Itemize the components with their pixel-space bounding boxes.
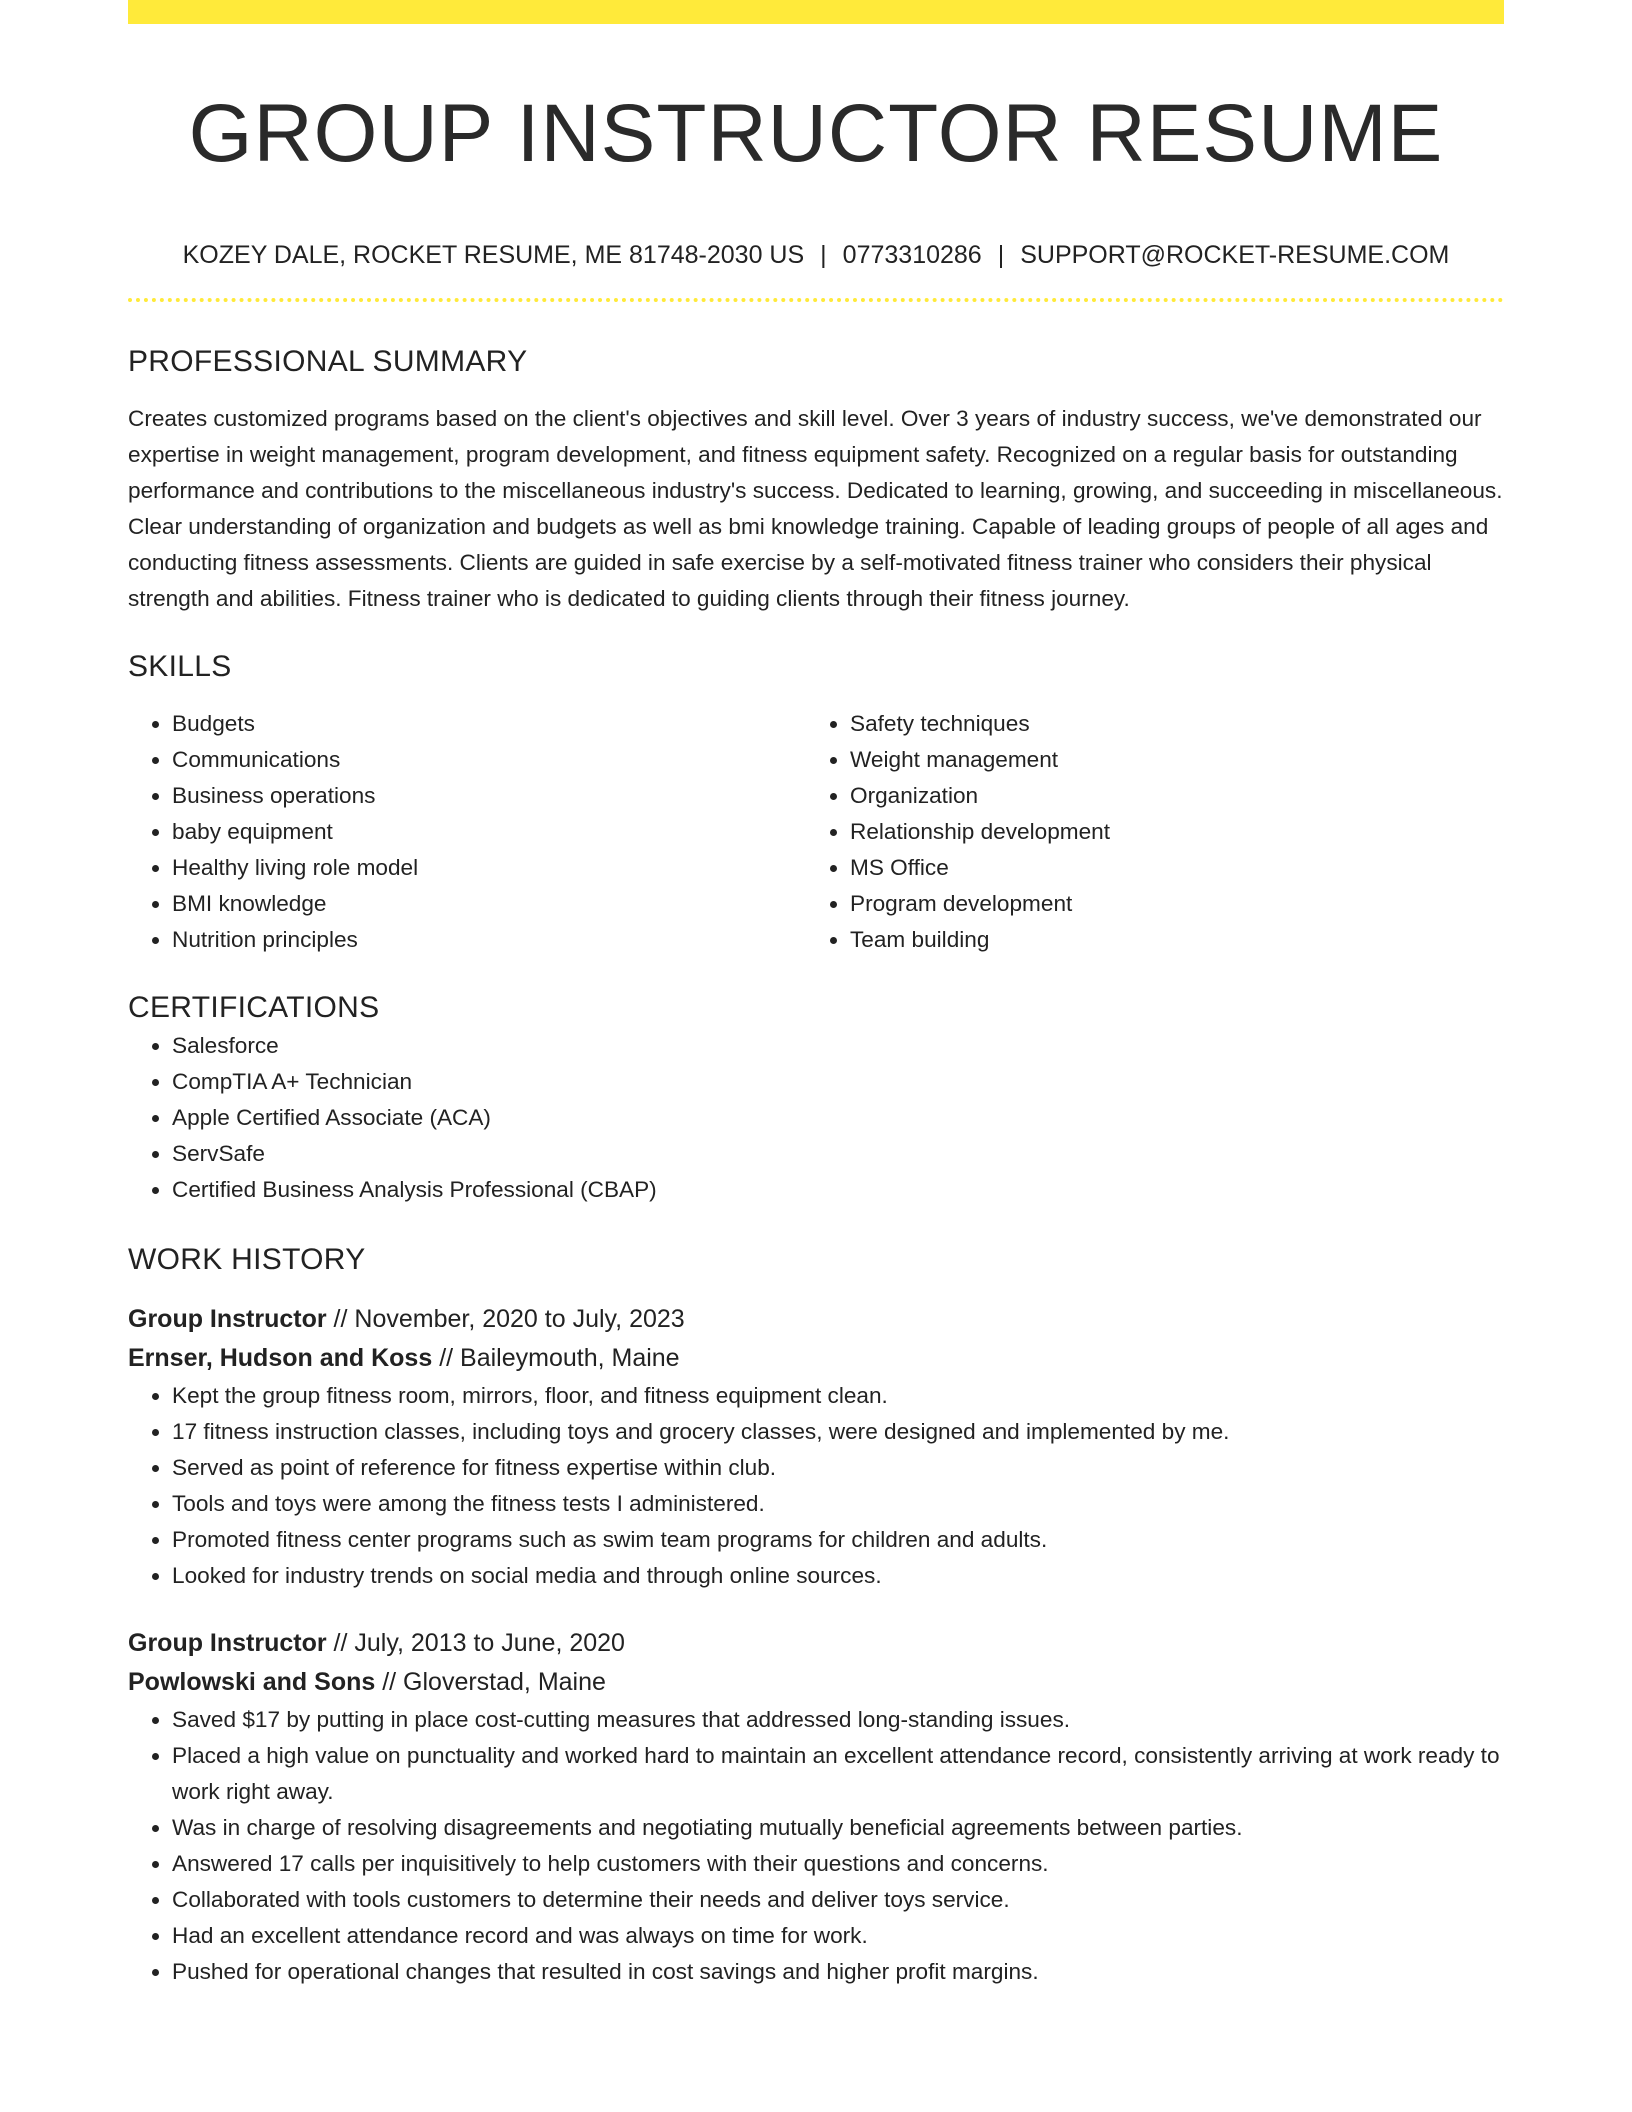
job-company-line	[128, 1663, 1504, 1702]
job-title: Group Instructor	[128, 1629, 327, 1657]
skills-column-left	[128, 706, 806, 958]
job-company: Powlowski and Sons	[128, 1668, 376, 1696]
job-bullet: • Was in charge of resolving disagreements and negotiating mutually beneficial agreements between parties.	[172, 1810, 1504, 1846]
skills-column-right	[806, 706, 1484, 958]
job-bullet: • Promoted fitness center programs such as swim team programs for children and adults.	[172, 1522, 1504, 1558]
skill-item: • Business operations	[172, 778, 806, 814]
accent-top-bar	[128, 0, 1504, 24]
job-bullet: • Kept the group fitness room, mirrors, floor, and fitness equipment clean.	[172, 1378, 1504, 1414]
job-title-line	[128, 1624, 1504, 1663]
skill-item: • baby equipment	[172, 814, 806, 850]
job-title: Group Instructor	[128, 1305, 327, 1333]
skill-item: • Team building	[850, 922, 1484, 958]
job-title-line	[128, 1300, 1504, 1339]
job-dates: // July, 2013 to June, 2020	[326, 1629, 625, 1657]
contact-separator: |	[820, 241, 827, 269]
job-bullet-list	[128, 1378, 1504, 1594]
skill-item: • BMI knowledge	[172, 886, 806, 922]
job-entry	[128, 1300, 1504, 1594]
job-bullet: • 17 fitness instruction classes, including toys and grocery classes, were designed and implemented by me.	[172, 1414, 1504, 1450]
job-bullet: • Placed a high value on punctuality and worked hard to maintain an excellent attendance record, consistently arriving at work ready to work right away.	[172, 1738, 1504, 1810]
skills-columns	[128, 706, 1504, 958]
skill-item: • Weight management	[850, 742, 1484, 778]
contact-address: KOZEY DALE, ROCKET RESUME, ME 81748-2030 US	[182, 241, 805, 269]
job-bullet: • Collaborated with tools customers to determine their needs and deliver toys service.	[172, 1882, 1504, 1918]
job-entry	[128, 1624, 1504, 1990]
job-bullet: • Tools and toys were among the fitness tests I administered.	[172, 1486, 1504, 1522]
job-company-line	[128, 1339, 1504, 1378]
skill-item: • MS Office	[850, 850, 1484, 886]
summary-text: Creates customized programs based on the client's objectives and skill level. Over 3 years of industry success, we've demonstrated our expertise in weight management, program development, and fitness equipment safety. Recognized on a regular basis for outstanding performance and contributions to the miscellaneous industry's success. Dedicated to learning, growing, and succeeding in miscellaneous. Clear understanding of organization and budgets as well as bmi knowledge training. Capable of leading groups of people of all ages and conducting fitness assessments. Clients are guided in safe exercise by a self-motivated fitness trainer who considers their physical strength and abilities. Fitness trainer who is dedicated to guiding clients through their fitness journey.	[128, 406, 1503, 611]
job-location: // Gloverstad, Maine	[375, 1668, 606, 1696]
certification-item: • Salesforce	[172, 1028, 1504, 1064]
job-bullet: • Served as point of reference for fitness expertise within club.	[172, 1450, 1504, 1486]
skill-item: • Program development	[850, 886, 1484, 922]
certifications-list	[128, 1028, 1504, 1208]
contact-separator: |	[997, 241, 1005, 269]
certification-item: • Certified Business Analysis Professional (CBAP)	[172, 1172, 1504, 1208]
skill-item: • Safety techniques	[850, 706, 1484, 742]
certifications-heading: CERTIFICATIONS	[128, 991, 380, 1024]
skills-heading: SKILLS	[128, 650, 232, 683]
contact-line	[128, 238, 1504, 272]
job-dates: // November, 2020 to July, 2023	[326, 1305, 685, 1333]
job-bullet: • Answered 17 calls per inquisitively to help customers with their questions and concerns.	[172, 1846, 1504, 1882]
job-company: Ernser, Hudson and Koss	[128, 1344, 433, 1372]
job-bullet: • Had an excellent attendance record and was always on time for work.	[172, 1918, 1504, 1954]
skills-list-right	[806, 706, 1484, 958]
skill-item: • Budgets	[172, 706, 806, 742]
job-bullet-list	[128, 1702, 1504, 1990]
skill-item: • Nutrition principles	[172, 922, 806, 958]
job-location: // Baileymouth, Maine	[432, 1344, 680, 1372]
summary-heading: PROFESSIONAL SUMMARY	[128, 345, 528, 378]
job-bullet: • Looked for industry trends on social media and through online sources.	[172, 1558, 1504, 1594]
skill-item: • Organization	[850, 778, 1484, 814]
resume-title: GROUP INSTRUCTOR RESUME	[188, 88, 1444, 179]
job-bullet: • Saved $17 by putting in place cost-cutting measures that addressed long-standing issues.	[172, 1702, 1504, 1738]
certification-item: • CompTIA A+ Technician	[172, 1064, 1504, 1100]
skill-item: • Healthy living role model	[172, 850, 806, 886]
skill-item: • Communications	[172, 742, 806, 778]
skills-list-left	[128, 706, 806, 958]
dotted-divider	[128, 298, 1504, 302]
job-bullet: • Pushed for operational changes that resulted in cost savings and higher profit margins.	[172, 1954, 1504, 1990]
certification-item: • ServSafe	[172, 1136, 1504, 1172]
contact-phone: 0773310286	[842, 241, 982, 269]
certification-item: • Apple Certified Associate (ACA)	[172, 1100, 1504, 1136]
resume-page	[128, 0, 1504, 1990]
skill-item: • Relationship development	[850, 814, 1484, 850]
work-history-heading: WORK HISTORY	[128, 1243, 366, 1276]
contact-email: SUPPORT@ROCKET-RESUME.COM	[1020, 241, 1450, 269]
